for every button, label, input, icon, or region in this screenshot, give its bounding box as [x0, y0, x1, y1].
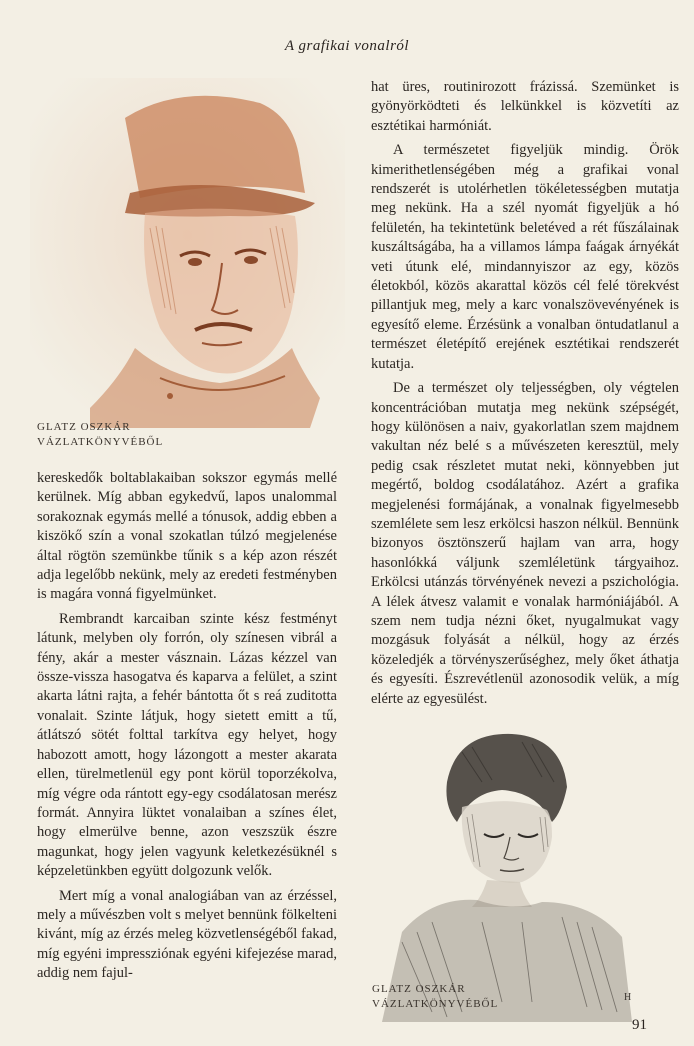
- paragraph: De a természet oly teljességben, oly végtelen koncentrációban mutatja meg nekünk szépségét, hogy különösen a naiv, gyakorlatlan szem majdnem vakultan néz belé s a művészeten keresztül, mely pedig csak részletet mutat neki, könnyebben jut megértő, boldog csodálatához. Azért a grafika megjelenési formájának, a vonalnak figyelmesebb szemlélete sem lesz erkölcsi haszon nélkül. Bennünk bizonyos ösztönszerű hajlam van arra, hogy hasonlókká váljunk szemléletünk tárgyaihoz. Erkölcsi utánzás törvényének nevezi a pszichológia. A lélek átvesz valamit e vonalak harmóniájából. A szem nem tudja nézni őket, nyugalmukat vagy mozgásuk folyását a nélkül, hogy az érzés közeledjék a törvényszerűséghez, mely őket áthatja és egyesíti. Észrevétlenül azonosodik velük, a míg elérte az egyesülést.: [371, 380, 679, 707]
- portrait-sketch-soldier: [30, 78, 345, 428]
- right-column-text: [371, 78, 679, 709]
- sketch-monogram: H: [624, 992, 632, 1003]
- portrait-sketch-woman: [362, 722, 642, 1022]
- paragraph: Mert míg a vonal analogiában van az érzéssel, mely a művészben volt s melyet bennünk fölkelteni kivánt, míg az érzés meleg közvetlenségéből fakad, míg egyéni impressziónak egyéni kifejezése marad, addig nem fajul-: [37, 887, 337, 982]
- running-head: A grafikai vonalról: [284, 38, 410, 54]
- paragraph: hat üres, routinirozott frázissá. Szemünket is gyönyörködteti és lelkünkkel is közvetíti az esztétikai harmóniát.: [371, 79, 679, 134]
- caption-source: VÁZLATKÖNYVÉBŐL: [372, 998, 499, 1010]
- left-column-text: [37, 469, 337, 984]
- paragraph: Rembrandt karcaiban szinte kész festményt látunk, melyben oly forrón, oly színesen vibrál a fény, akár a mester vásznain. Lázas kézzel van össze-vissza hasogatva és kaparva a felület, a szint akarta látni rajta, a fehér bántotta őt s reá zuditotta vonalait. Szinte látjuk, hogy sietett emitt a tű, átlátszó sötét folttal tarkítva egy helyet, hogy habozott amott, hogy lázongott a mester akarata ellen, türelmetlenül egy pont körül toporzékolva, míg végre oda rántott egy-egy csodálatosan merész formát. Annyira lüktet vonalaiban a színes élet, hogy elmerülve benne, azon veszszük észre magunkat, hogy jelen vagyunk keletkezésüknél s képzeletünkben együtt dolgozunk velők.: [37, 610, 337, 880]
- caption-source: VÁZLATKÖNYVÉBŐL: [37, 436, 164, 448]
- caption-artist: GLATZ OSZKÁR: [37, 421, 131, 433]
- page-number: 91: [632, 1017, 647, 1033]
- paragraph: A természetet figyeljük mindig. Örök kimerithetlenségében még a grafikai vonal rendszerét is utolérhetlen tökéletességben mutatja meg nekünk. Ha a szél nyomát figyeljük a hó felületén, ha tekintetünk beletéved a rét fűszálainak kuszáltságába, ha a villamos lámpa faágak árnyékát veti útunk elé, mindannyiszor az egy, közös életokból, közös akarattal közös cél felé törekvést pillantjuk meg, mely a karc vonalszövevényének is egyesítő eleme. Érzésünk a vonalban öntudatlanul a természet életépítő erejének esztétikai rendszerét kutatja.: [371, 142, 679, 372]
- caption-artist: GLATZ OSZKÁR: [372, 983, 466, 995]
- figure-caption-bottom: [372, 982, 498, 1012]
- figure-caption-top: [37, 420, 163, 450]
- paragraph: kereskedők boltablakaiban sokszor egymás mellé kerülnek. Míg abban egykedvű, lapos unalommal sorakoznak egymás mellé a tónusok, addig ebben a kiszökő szín a vonal szokatlan túlzó megjelenése által rögtön szemünkbe tűnik s a kép azon részét adja legelőbb nekünk, mely az eredeti festményben is magára vonná figyelmünket.: [37, 470, 337, 603]
